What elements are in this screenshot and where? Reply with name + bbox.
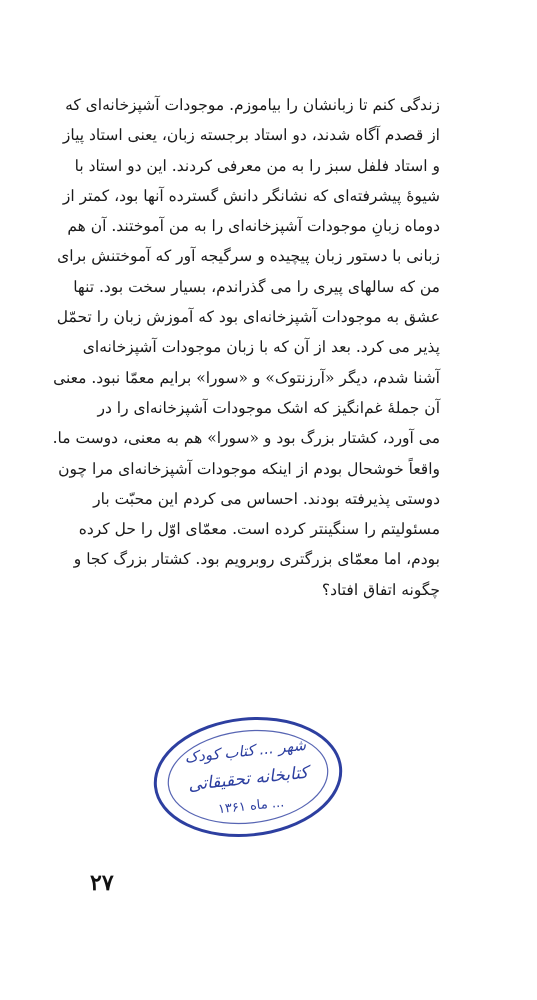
text-line: واقعاً خوشحال بودم از اینکه موجودات آشپزخانه‌ای مرا چون [58, 459, 440, 478]
stamp-text-line2: شهر ... کتاب کودک [183, 735, 307, 767]
text-line: شیوهٔ پیشرفته‌ای که نشانگر دانش گسترده آنها بود، کمتر از [62, 186, 440, 205]
text-line: و استاد فلفل سبز را به من معرفی کردند. این دو استاد با [74, 156, 440, 175]
text-line: بودم، اما معمّای بزرگتری روبرویم بود. کشتار بزرگ کجا و [73, 550, 440, 569]
body-text [52, 90, 440, 605]
text-line: مسئولیتم را سنگینتر کرده است. معمّای اوّل را حل کرده [78, 520, 440, 539]
text-line: آشنا شدم، دیگر «آرزنتوک» و «سورا» برایم معمّا نبود. معنی [53, 368, 440, 387]
text-line: من که سالهای پیری را می گذراندم، بسیار سخت بود. تنها [73, 277, 440, 296]
library-stamp [148, 712, 348, 842]
text-line: آن جملهٔ غم‌انگیز که اشک موجودات آشپزخانه‌ای را در [97, 398, 440, 417]
text-line: می آورد، کشتار بزرگ بود و «سورا» هم به معنی، دوست ما. [52, 429, 440, 448]
text-line: دوستی پذیرفته بودند. احساس می کردم این محبّت بار [93, 489, 440, 508]
text-line: عشق به موجودات آشپزخانه‌ای بود که آموزش زبان را تحمّل [56, 308, 440, 327]
page-number: ۲۷ [90, 870, 114, 896]
text-line: زبانی با دستور زبان پیچیده و سرگیجه آور که آموختنش برای [57, 247, 440, 266]
text-line: زندگی کنم تا زبانشان را بیاموزم. موجودات آشپزخانه‌ای که [65, 96, 440, 114]
text-line: پذیر می کرد. بعد از آن که با زبان موجودات آشپزخانه‌ای [82, 338, 440, 357]
stamp-text-line1: کتابخانه تحقیقاتی [187, 762, 310, 796]
stamp-text-date: ... ماه ۱۳۶۱ [217, 795, 285, 818]
text-line: چگونه اتفاق افتاد؟ [321, 580, 440, 599]
text-line: از قصدم آگاه شدند، دو استاد برجسته زبان، یعنی استاد پیاز [62, 126, 440, 145]
text-line: دوماه زبانِ موجودات آشپزخانه‌ای را به من آموختند. آن هم [67, 217, 440, 236]
